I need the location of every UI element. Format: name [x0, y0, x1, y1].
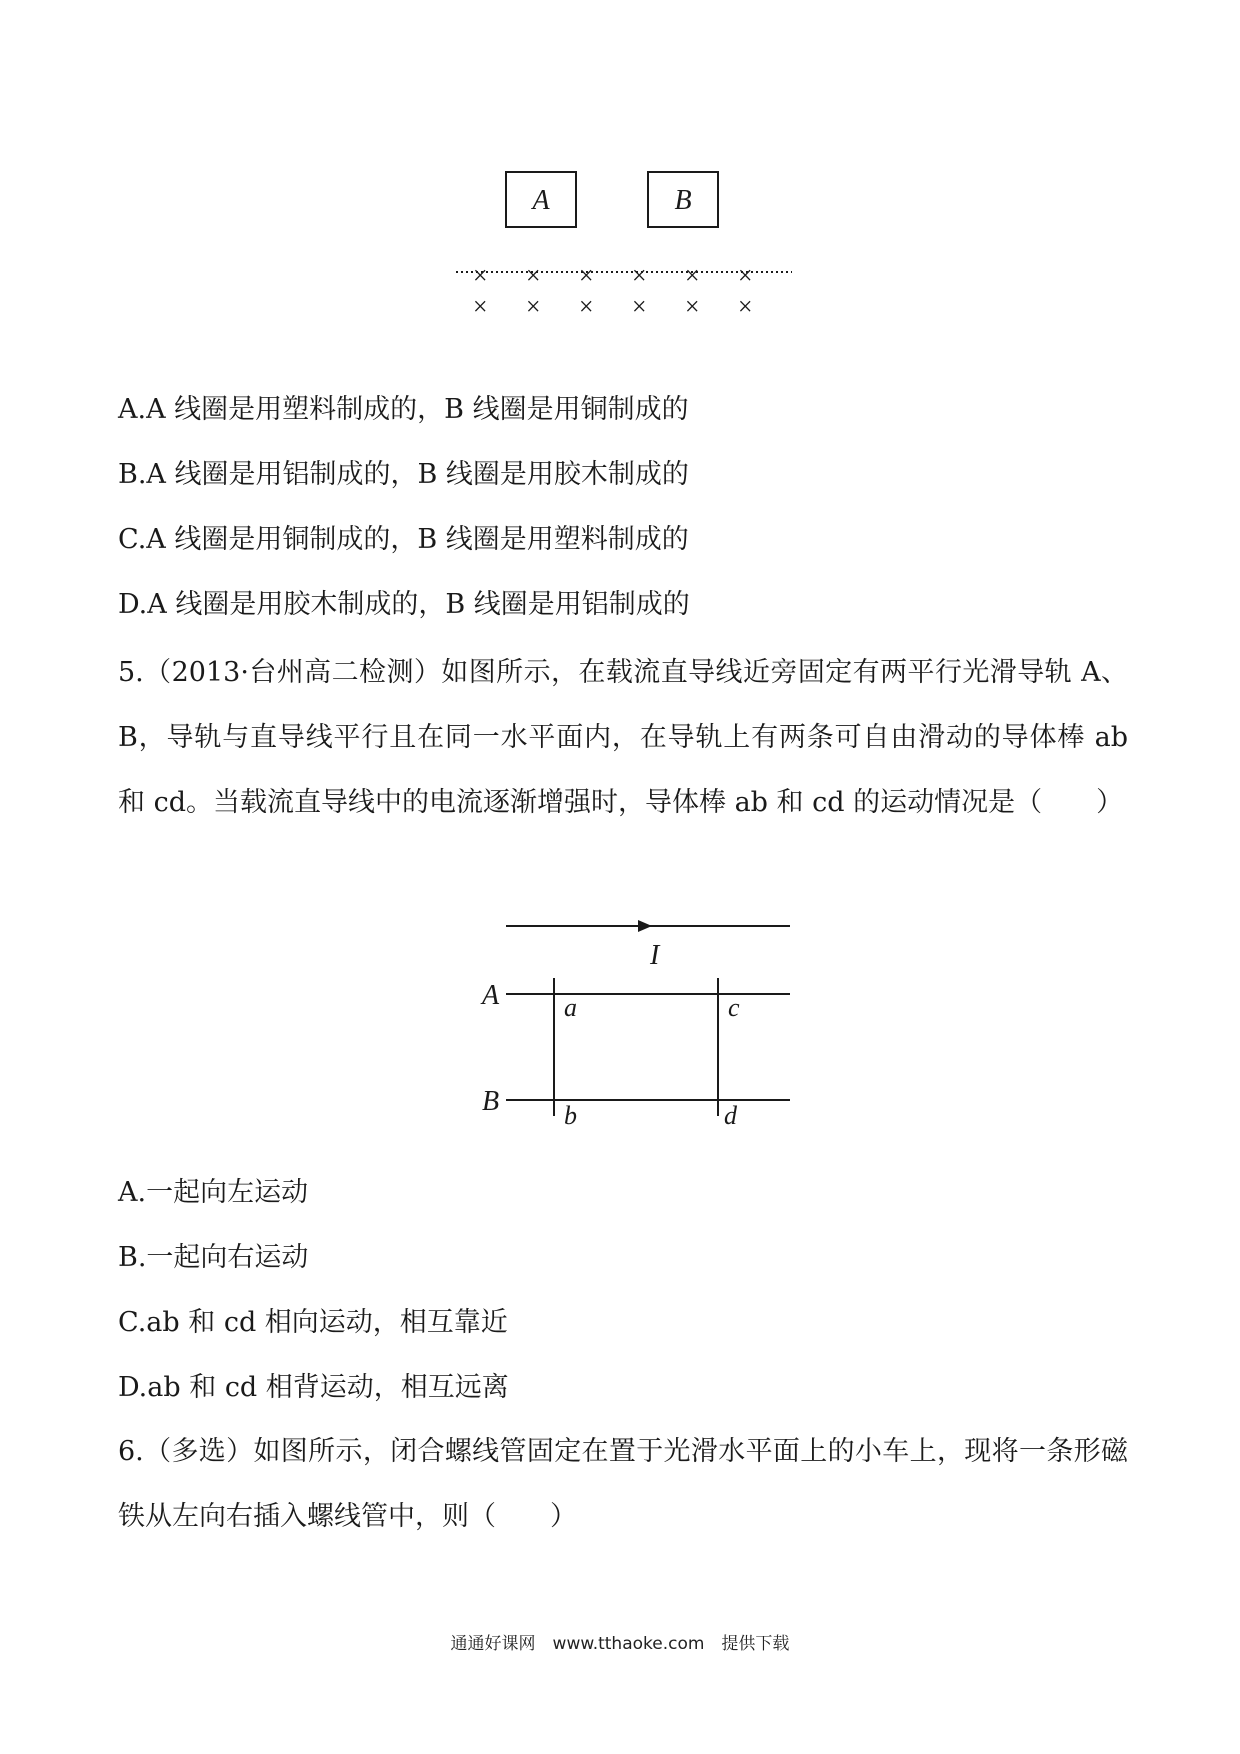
q6-stem: 6.（多选）如图所示，闭合螺线管固定在置于光滑水平面上的小车上，现将一条形磁铁从左向右插入螺线管中，则（ ）: [118, 1436, 1128, 1532]
q5-option-d: D.ab 和 cd 相背运动，相互远离: [118, 1372, 509, 1403]
q4-option-c: C.A 线圈是用铜制成的，B 线圈是用塑料制成的: [118, 524, 689, 555]
coil-a-label: A: [532, 185, 550, 216]
coil-field-figure: [440, 160, 820, 360]
current-label: I: [650, 940, 660, 971]
q5-option-b: B.一起向右运动: [118, 1242, 309, 1273]
field-cross-mark: ×: [524, 261, 542, 290]
rod-label-d: d: [724, 1101, 737, 1130]
q5-option-a: A.一起向左运动: [118, 1177, 309, 1208]
rod-label-a: a: [564, 993, 577, 1022]
field-cross-mark: ×: [471, 261, 489, 290]
q4-option-b: B.A 线圈是用铝制成的，B 线圈是用胶木制成的: [118, 459, 689, 490]
rod-label-c: c: [728, 993, 740, 1022]
page-footer: 通通好课网 www.tthaoke.com 提供下载: [450, 1634, 790, 1654]
magnetic-field-crosses: [471, 261, 754, 321]
field-cross-mark: ×: [683, 292, 701, 321]
rails-figure: [470, 900, 810, 1140]
field-cross-mark: ×: [736, 261, 754, 290]
rod-label-b: b: [564, 1101, 577, 1130]
q5-stem: 5.（2013·台州高二检测）如图所示，在载流直导线近旁固定有两平行光滑导轨 A、B，导轨与直导线平行且在同一水平面内，在导轨上有两条可自由滑动的导体棒 ab 和 cd。当载流直导线中的电流逐渐增强时，导体棒 ab 和 cd 的运动情况是（ ）: [118, 657, 1128, 818]
rail-a-label: A: [482, 980, 500, 1011]
q4-option-d: D.A 线圈是用胶木制成的，B 线圈是用铝制成的: [118, 589, 690, 620]
field-cross-mark: ×: [630, 292, 648, 321]
field-cross-mark: ×: [471, 292, 489, 321]
rail-b-label: B: [482, 1086, 500, 1117]
q5-option-c: C.ab 和 cd 相向运动，相互靠近: [118, 1307, 508, 1338]
field-cross-mark: ×: [683, 261, 701, 290]
coil-b-label: B: [674, 185, 692, 216]
field-cross-mark: ×: [736, 292, 754, 321]
q4-option-a: A.A 线圈是用塑料制成的，B 线圈是用铜制成的: [118, 394, 689, 425]
field-cross-mark: ×: [577, 261, 595, 290]
current-arrow-icon: [638, 920, 652, 932]
field-cross-mark: ×: [630, 261, 648, 290]
field-cross-mark: ×: [577, 292, 595, 321]
field-cross-mark: ×: [524, 292, 542, 321]
